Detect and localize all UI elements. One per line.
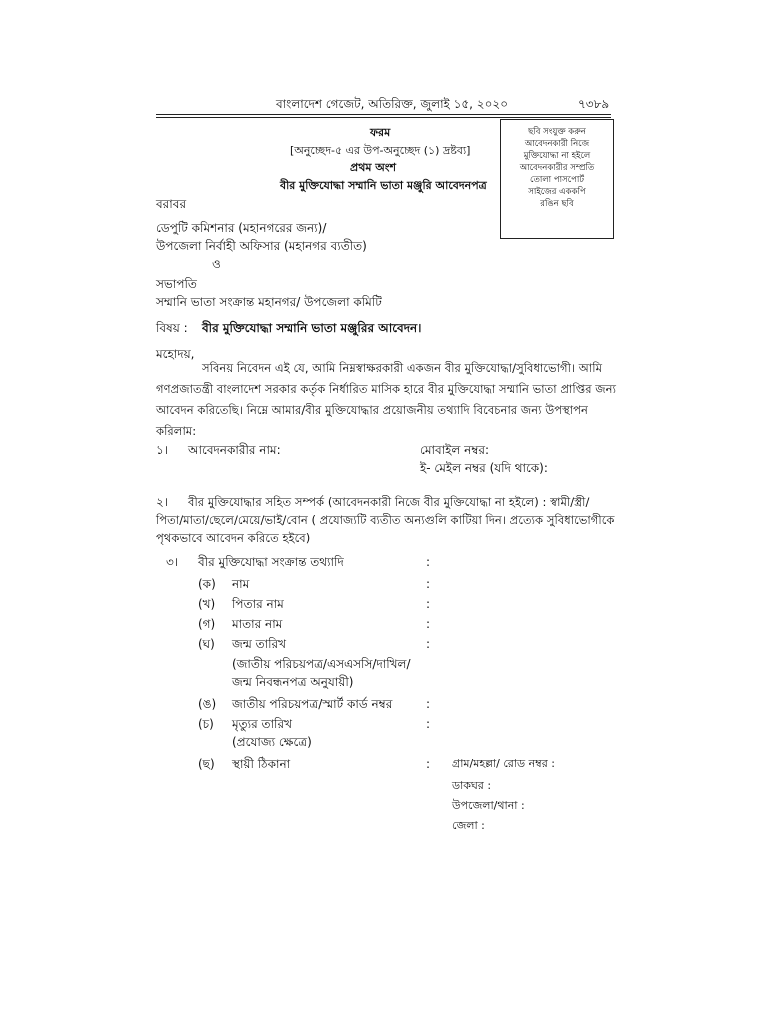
page-number: ৭৩৮৯ [578,97,610,111]
body-paragraph-line: গণপ্রজাতন্ত্রী বাংলাদেশ সরকার কর্তৃক নির্ধারিত মাসিক হারে বীর মুক্তিযোদ্ধা সম্মানি ভাতা প্রাপ্তির জন্য [156,382,616,396]
applicant-name-label: আবেদনকারীর নাম: [188,443,281,457]
photo-instruction-line: তোলা পাসপোর্ট [530,175,584,185]
photo-placeholder-box[interactable] [500,119,614,239]
form-part: প্রথম অংশ [350,161,397,174]
field-mark: (চ) [198,717,214,731]
field-nid-label: জাতীয় পরিচয়পত্র/স্মার্ট কার্ড নম্বর [232,697,393,711]
field-mark: (ঘ) [198,637,215,651]
addressee-line-2: উপজেলা নির্বাহী অফিসার (মহানগর ব্যতীত) [156,239,367,253]
body-paragraph-line: করিলাম: [156,424,197,438]
address-district-label: জেলা : [452,819,485,832]
salutation: মহোদয়, [156,347,195,361]
field-mark: (ক) [198,577,216,591]
item-1-number: ১। [156,443,169,457]
address-village-label: গ্রাম/মহল্লা/ রোড নম্বর : [452,757,555,770]
addressee-line-4: সম্মানি ভাতা সংক্রান্ত মহানগর/ উপজেলা কমিটি [156,295,382,309]
field-colon: : [426,597,431,611]
field-permanent-address-label: স্থায়ী ঠিকানা [232,757,291,771]
field-colon: : [426,697,431,711]
gazette-header-title: বাংলাদেশ গেজেট, অতিরিক্ত, জুলাই ১৫, ২০২০ [276,97,509,111]
email-label: ই- মেইল নম্বর (যদি থাকে): [420,461,548,475]
form-label: ফরম [370,126,391,139]
field-mother-name-label: মাতার নাম [232,617,283,631]
subject-label: বিষয় : [156,321,188,335]
body-paragraph-line: আবেদন করিতেছি। নিম্নে আমার/বীর মুক্তিযোদ্ধার প্রয়োজনীয় তথ্যাদি বিবেচনার জন্য উপস্থাপন [156,403,588,417]
field-mark: (গ) [198,617,216,631]
photo-instruction-line: আবেদনকারী নিজে [524,139,590,149]
field-colon: : [426,555,431,569]
freedom-fighter-info-label: বীর মুক্তিযোদ্ধা সংক্রান্ত তথ্যাদি [198,555,344,569]
field-mark: (ঙ) [198,697,217,711]
mobile-number-label: মোবাইল নম্বর: [420,443,490,457]
field-colon: : [426,757,431,771]
photo-instruction-line: মুক্তিযোদ্ধা না হইলে [523,151,591,161]
photo-instruction-line: সাইজের এককপি [528,187,586,197]
header-rule-top [156,114,611,115]
field-birth-date-note: জন্ম নিবন্ধনপত্র অনুযায়ী) [232,675,354,689]
field-mark: (খ) [198,597,216,611]
relation-line: পৃথকভাবে আবেদন করিতে হইবে) [156,531,311,545]
field-birth-date-label: জন্ম তারিখ [232,637,287,651]
item-2-number: ২। [156,495,169,509]
field-colon: : [426,577,431,591]
field-father-name-label: পিতার নাম [232,597,284,611]
field-colon: : [426,717,431,731]
form-title: বীর মুক্তিযোদ্ধা সম্মানি ভাতা মঞ্জুরি আবেদনপত্র [280,179,487,192]
relation-line: পিতা/মাতা/ছেলে/মেয়ে/ভাই/বোন ( প্রযোজ্যটি ব্যতীত অন্যগুলি কাটিয়া দিন। প্রত্যেক সুবিধাভোগীকে [156,513,615,527]
field-colon: : [426,617,431,631]
header-rule-bottom [156,117,611,118]
addressee-line-1: ডেপুটি কমিশনার (মহানগরের জন্য)/ [156,221,327,235]
body-paragraph [156,358,616,442]
relation-line: বীর মুক্তিযোদ্ধার সহিত সম্পর্ক (আবেদনকারী নিজে বীর মুক্তিযোদ্ধা না হইলে) : স্বামী/স্ত্রী/ [188,495,590,509]
address-upazila-label: উপজেলা/থানা : [452,799,525,812]
field-birth-date-note: (জাতীয় পরিচয়পত্র/এসএসসি/দাখিল/ [232,657,411,671]
addressee-line-3: সভাপতি [156,277,197,291]
field-name-label: নাম [232,577,250,591]
field-death-date-note: (প্রযোজ্য ক্ষেত্রে) [232,735,312,749]
body-paragraph-line: সবিনয় নিবেদন এই যে, আমি নিম্নস্বাক্ষরকারী একজন বীর মুক্তিযোদ্ধা/সুবিধাভোগী। আমি [202,361,603,375]
address-post-office-label: ডাকঘর : [452,779,492,792]
field-death-date-label: মৃত্যুর তারিখ [232,717,292,731]
form-reference: [অনুচ্ছেদ-৫ এর উপ-অনুচ্ছেদ (১) দ্রষ্টব্য] [290,144,471,157]
addressee-and: ও [212,257,221,271]
photo-instruction-line: রঙিন ছবি [540,199,574,209]
photo-instruction-line: আবেদনকারীর সম্প্রতি [519,163,595,173]
addressee-to: বরাবর [156,197,187,211]
field-colon: : [426,637,431,651]
photo-instruction-line: ছবি সংযুক্ত করুন [528,127,586,137]
subject-text: বীর মুক্তিযোদ্ধা সম্মানি ভাতা মঞ্জুরির আবেদন। [202,321,422,335]
item-3-number: ৩। [166,555,179,569]
field-mark: (ছ) [198,757,215,771]
